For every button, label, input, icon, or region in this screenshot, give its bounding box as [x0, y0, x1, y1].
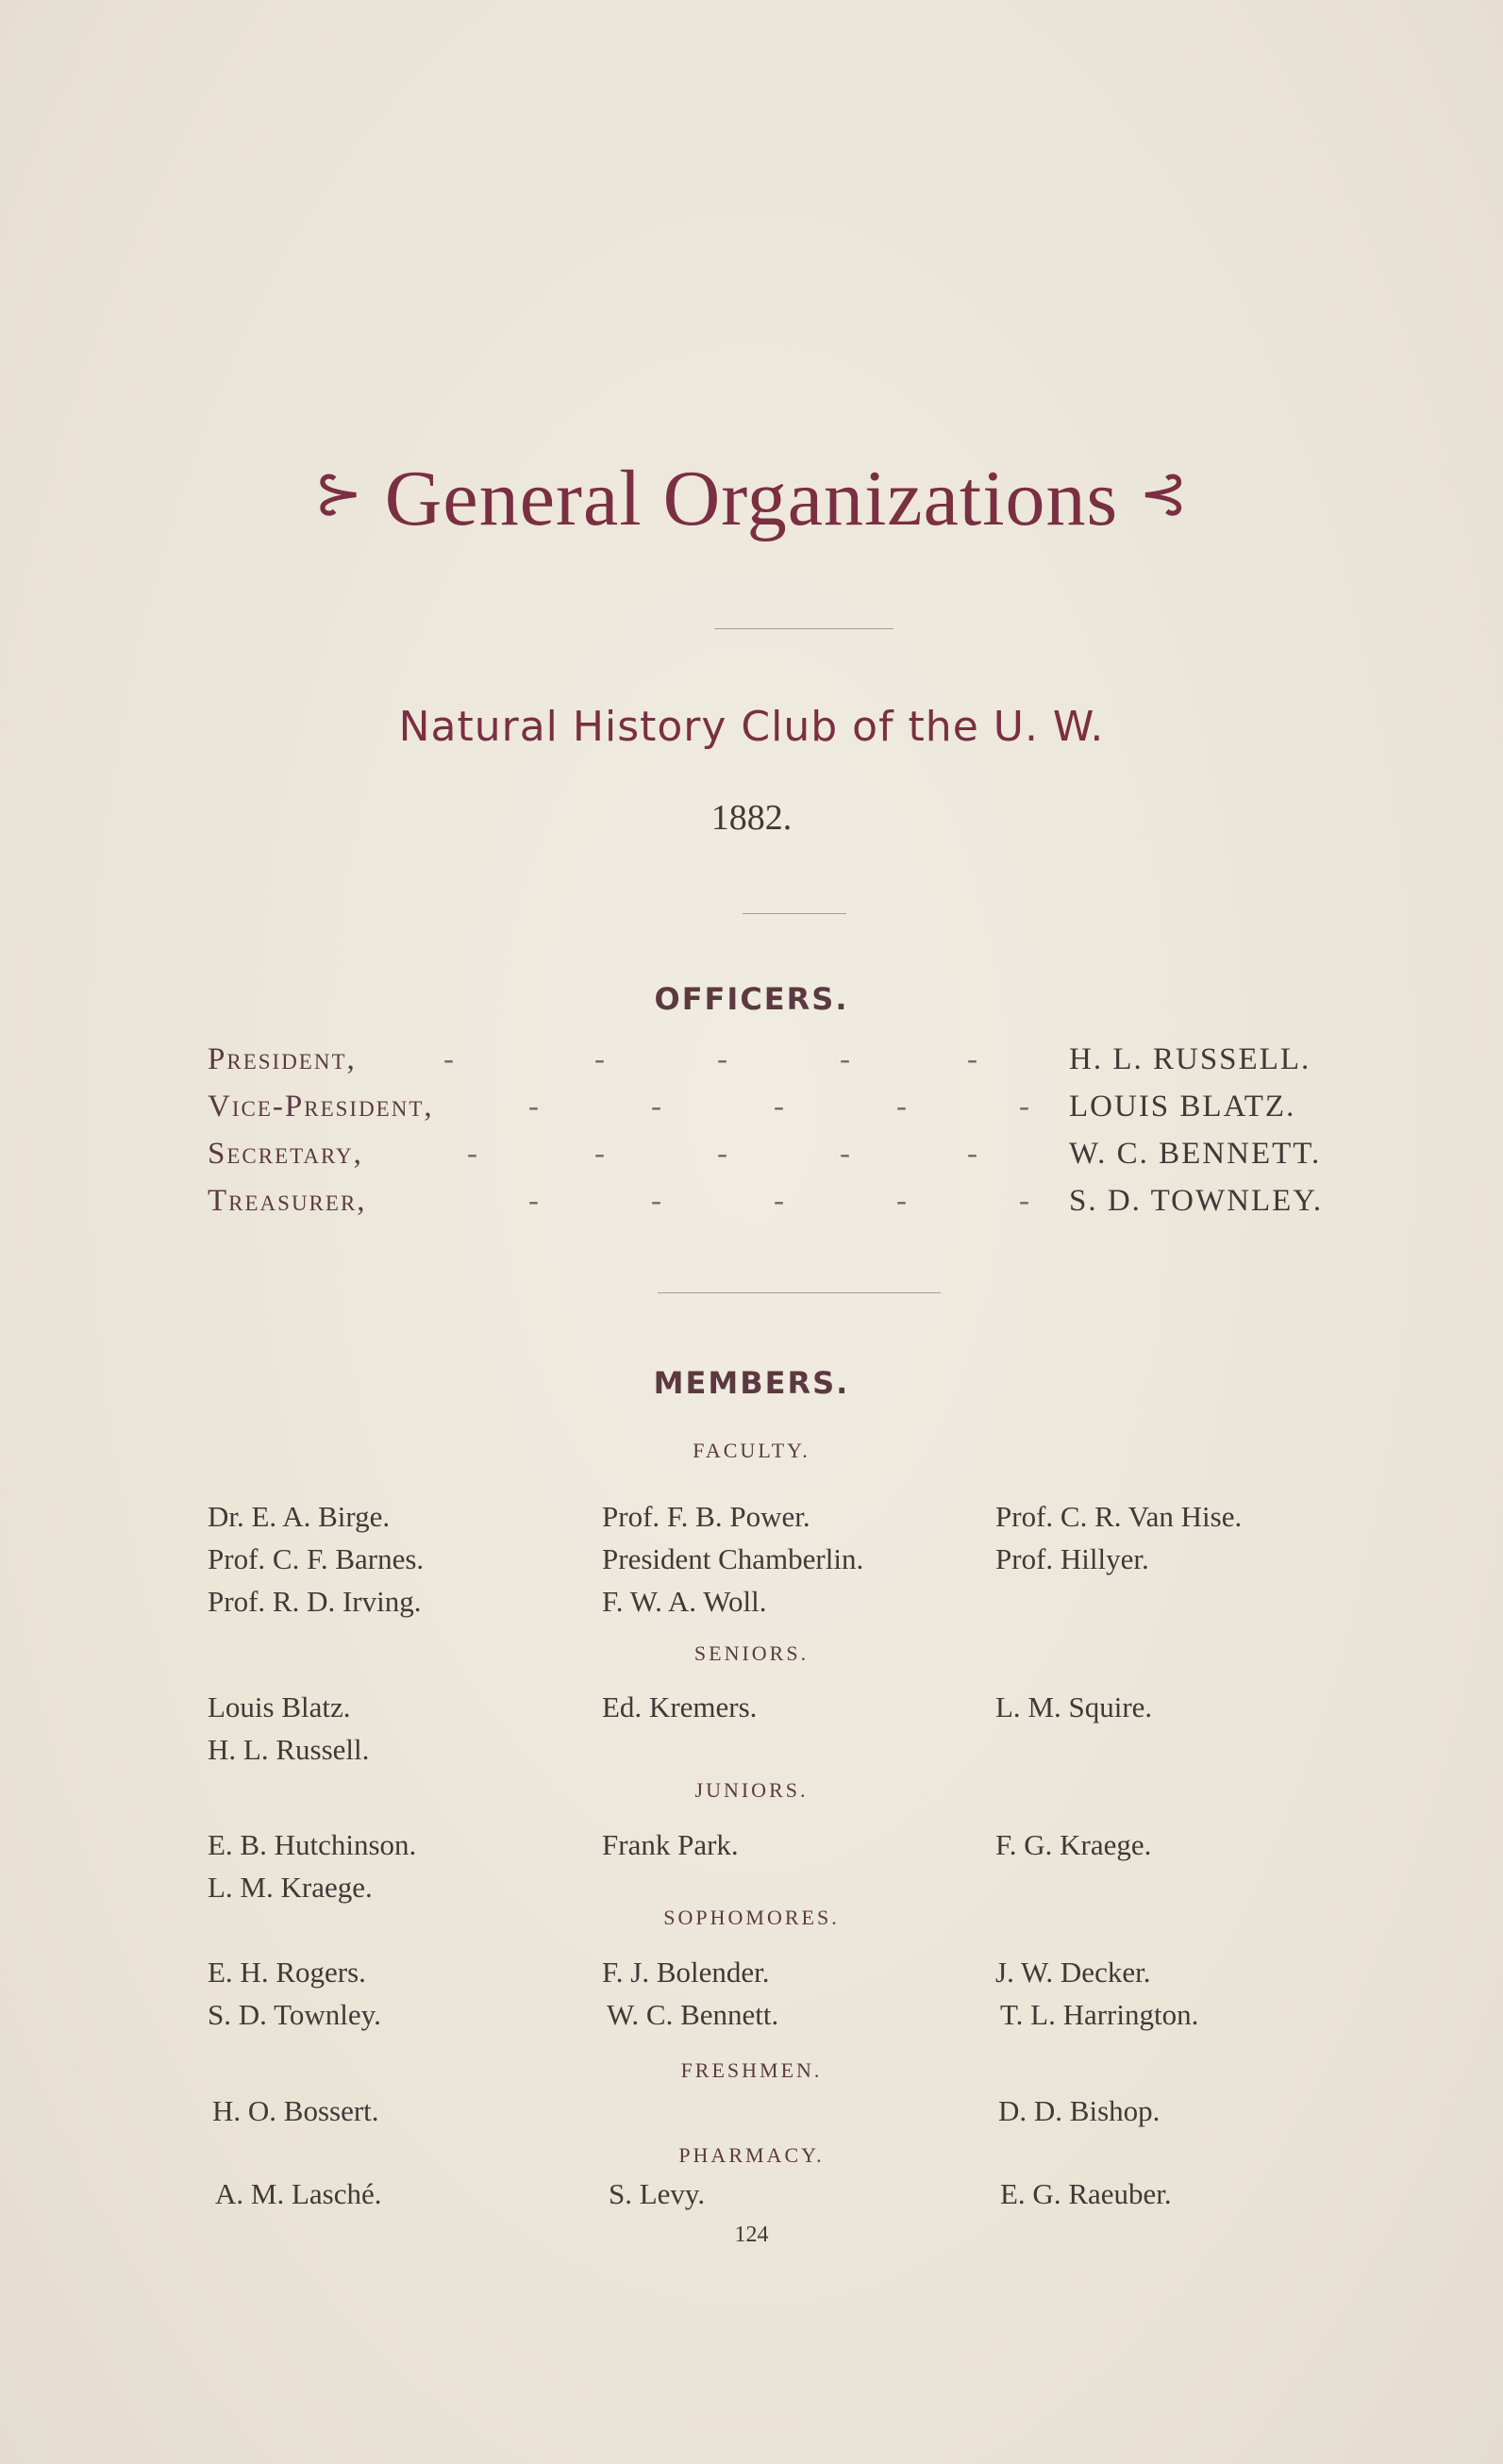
- member-name: D. D. Bishop.: [998, 2094, 1161, 2127]
- member-name: E. G. Raeuber.: [1000, 2177, 1172, 2210]
- page-title-text: General Organizations: [384, 455, 1119, 542]
- group-label-freshmen: FRESHMEN.: [680, 2058, 823, 2082]
- officer-role: Secretary,: [208, 1137, 363, 1171]
- member-name: Ed. Kremers.: [602, 1690, 758, 1723]
- member-name: S. D. Townley.: [208, 1998, 381, 2031]
- member-name: L. M. Kraege.: [208, 1871, 373, 1904]
- member-name: H. O. Bossert.: [212, 2094, 379, 2127]
- member-name: Prof. F. B. Power.: [602, 1500, 810, 1533]
- officer-role: Vice-President,: [208, 1090, 434, 1124]
- group-label-faculty: FACULTY.: [693, 1439, 810, 1462]
- member-name: L. M. Squire.: [995, 1690, 1153, 1723]
- officer-name: S. D. TOWNLEY.: [1069, 1184, 1324, 1218]
- officer-name: LOUIS BLATZ.: [1069, 1090, 1296, 1124]
- member-name: J. W. Decker.: [995, 1956, 1151, 1989]
- members-heading: MEMBERS.: [653, 1365, 850, 1401]
- officer-row: President, - - - - - H. L. RUSSELL.: [208, 1042, 1311, 1076]
- officer-row: Vice-President, - - - - - LOUIS BLATZ.: [208, 1090, 1296, 1124]
- page-number: 124: [734, 2223, 769, 2247]
- officers-heading: OFFICERS.: [654, 981, 849, 1017]
- group-label-juniors: JUNIORS.: [694, 1778, 809, 1802]
- member-name: F. G. Kraege.: [995, 1828, 1152, 1861]
- member-name: Dr. E. A. Birge.: [208, 1500, 391, 1533]
- member-name: E. H. Rogers.: [208, 1956, 366, 1989]
- member-name: Prof. C. F. Barnes.: [208, 1542, 425, 1575]
- member-name: S. Levy.: [609, 2177, 706, 2210]
- left-ornament-icon: ⊱: [313, 462, 364, 526]
- member-name: Louis Blatz.: [208, 1690, 351, 1723]
- divider-2: [743, 913, 846, 914]
- member-name: F. J. Bolender.: [602, 1956, 770, 1989]
- group-label-sophomores: SOPHOMORES.: [663, 1906, 840, 1929]
- club-title: Natural History Club of the U. W.: [398, 703, 1105, 751]
- member-name: E. B. Hutchinson.: [208, 1828, 417, 1861]
- member-name: Prof. C. R. Van Hise.: [995, 1500, 1243, 1533]
- divider-3: [658, 1292, 941, 1293]
- right-ornament-icon: ⊰: [1139, 462, 1190, 526]
- officer-row: Treasurer, - - - - - S. D. TOWNLEY.: [208, 1184, 1324, 1218]
- member-name: Prof. R. D. Irving.: [208, 1585, 422, 1618]
- member-name: F. W. A. Woll.: [602, 1585, 767, 1618]
- officer-role: President,: [208, 1042, 357, 1076]
- member-name: T. L. Harrington.: [1000, 1998, 1199, 2031]
- club-year: 1882.: [710, 798, 793, 838]
- member-name: A. M. Lasché.: [215, 2177, 382, 2210]
- officer-role: Treasurer,: [208, 1184, 367, 1218]
- group-label-pharmacy: PHARMACY.: [678, 2143, 825, 2167]
- officer-row: Secretary, - - - - - W. C. BENNETT.: [208, 1137, 1322, 1171]
- officer-name: H. L. RUSSELL.: [1069, 1042, 1311, 1076]
- divider-1: [714, 628, 893, 629]
- member-name: Prof. Hillyer.: [995, 1542, 1149, 1575]
- member-name: President Chamberlin.: [602, 1542, 864, 1575]
- group-label-seniors: SENIORS.: [693, 1641, 810, 1665]
- member-name: H. L. Russell.: [208, 1733, 370, 1766]
- member-name: Frank Park.: [602, 1828, 739, 1861]
- member-name: W. C. Bennett.: [607, 1998, 779, 2031]
- officer-name: W. C. BENNETT.: [1069, 1137, 1322, 1171]
- page-title: [0, 453, 1503, 544]
